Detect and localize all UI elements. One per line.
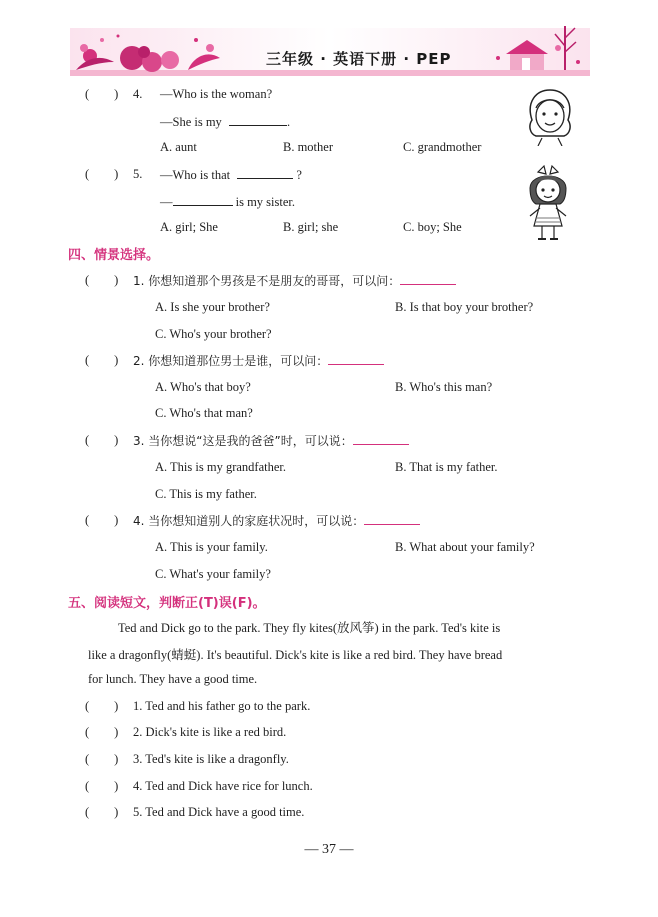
p4-q1-option-b: B. Is that boy your brother? [395,300,534,314]
q5-question-suffix: ? [296,168,302,182]
q4-option-a: A. aunt [160,140,197,154]
p5-q5-text: 5. Ted and Dick have a good time. [133,805,305,819]
header-banner [70,18,590,84]
p4-q3-stem-text: 3. 当你想说“这是我的爸爸”时，可以说： [133,434,353,448]
p4-q2-stem-text: 2. 你想知道那位男士是谁，可以问： [133,354,329,368]
q4-option-b: B. mother [283,140,333,154]
p4-q4-blank[interactable] [364,512,420,525]
passage-line-3: for lunch. They have a good time. [88,672,258,686]
passage-line-1: Ted and Dick go to the park. They fly kites(放风筝) in the park. Ted's kite is [118,621,501,635]
p5-q4-paren[interactable]: ( ) [85,779,119,793]
p4-q3-option-a: A. This is my grandfather. [155,460,286,474]
p4-q1-paren[interactable]: ( ) [85,273,119,287]
p5-q4-text: 4. Ted and Dick have rice for lunch. [133,779,313,793]
page-number: — 37 — [304,842,354,857]
p4-q2-blank[interactable] [328,352,384,365]
p4-q4-paren[interactable]: ( ) [85,513,119,527]
p4-q2-option-b: B. Who's this man? [395,380,493,394]
q5-answer-line [160,193,295,210]
p4-q4-stem-text: 4. 当你想知道别人的家庭状况时，可以说： [133,514,365,528]
p4-q1-stem [133,272,456,289]
q4-number: 4. [133,87,143,101]
q5-answer-prefix: — [160,195,173,209]
q5-option-a: A. girl; She [160,220,218,234]
p5-q1-text: 1. Ted and his father go to the park. [133,699,311,713]
p4-q4-option-c: C. What's your family? [155,567,271,581]
girl-illustration [524,162,572,242]
q5-question-blank[interactable] [237,166,293,179]
section-4-title: 四、情景选择。 [68,248,160,263]
q5-option-b: B. girl; she [283,220,339,234]
q5-number: 5. [133,167,143,181]
q4-answer-suffix: . [286,115,291,129]
p5-q2-text: 2. Dick's kite is like a red bird. [133,725,287,739]
q4-answer-blank[interactable] [229,113,287,126]
q4-question: —Who is the woman? [160,87,273,101]
q5-paren[interactable]: ( ) [85,167,119,181]
q5-question-prefix: —Who is that [160,168,231,182]
p4-q3-option-c: C. This is my father. [155,487,257,501]
p5-q5-paren[interactable]: ( ) [85,805,119,819]
p4-q3-blank[interactable] [353,432,409,445]
p4-q4-stem [133,512,420,529]
p5-q2-paren[interactable]: ( ) [85,725,119,739]
woman-illustration [524,86,576,146]
p4-q2-paren[interactable]: ( ) [85,353,119,367]
p4-q1-option-a: A. Is she your brother? [155,300,270,314]
p4-q1-blank[interactable] [400,272,456,285]
p4-q2-option-a: A. Who's that boy? [155,380,251,394]
q5-question-line [160,166,302,183]
p4-q2-stem [133,352,384,369]
q5-answer-suffix: is my sister. [235,195,296,209]
p4-q4-option-b: B. What about your family? [395,540,535,554]
q4-paren[interactable]: ( ) [85,87,119,101]
p4-q3-paren[interactable]: ( ) [85,433,119,447]
section-5-title: 五、阅读短文，判断正(T)误(F)。 [68,596,266,611]
p4-q3-option-b: B. That is my father. [395,460,498,474]
p5-q3-paren[interactable]: ( ) [85,752,119,766]
q5-answer-blank[interactable] [173,193,233,206]
p4-q4-option-a: A. This is your family. [155,540,268,554]
passage-line-2: like a dragonfly(蜻蜓). It's beautiful. Dick's kite is like a red bird. They have bread [88,648,503,662]
p5-q1-paren[interactable]: ( ) [85,699,119,713]
q4-option-c: C. grandmother [403,140,482,154]
p4-q3-stem [133,432,409,449]
p4-q1-stem-text: 1. 你想知道那个男孩是不是朋友的哥哥，可以问： [133,274,401,288]
p4-q1-option-c: C. Who's your brother? [155,327,272,341]
q4-answer-line [160,113,290,130]
p4-q2-option-c: C. Who's that man? [155,406,253,420]
q4-answer-prefix: —She is my [160,115,222,129]
q5-option-c: C. boy; She [403,220,462,234]
header-title: 三年级 · 英语下册 · PEP [266,50,452,68]
p5-q3-text: 3. Ted's kite is like a dragonfly. [133,752,289,766]
